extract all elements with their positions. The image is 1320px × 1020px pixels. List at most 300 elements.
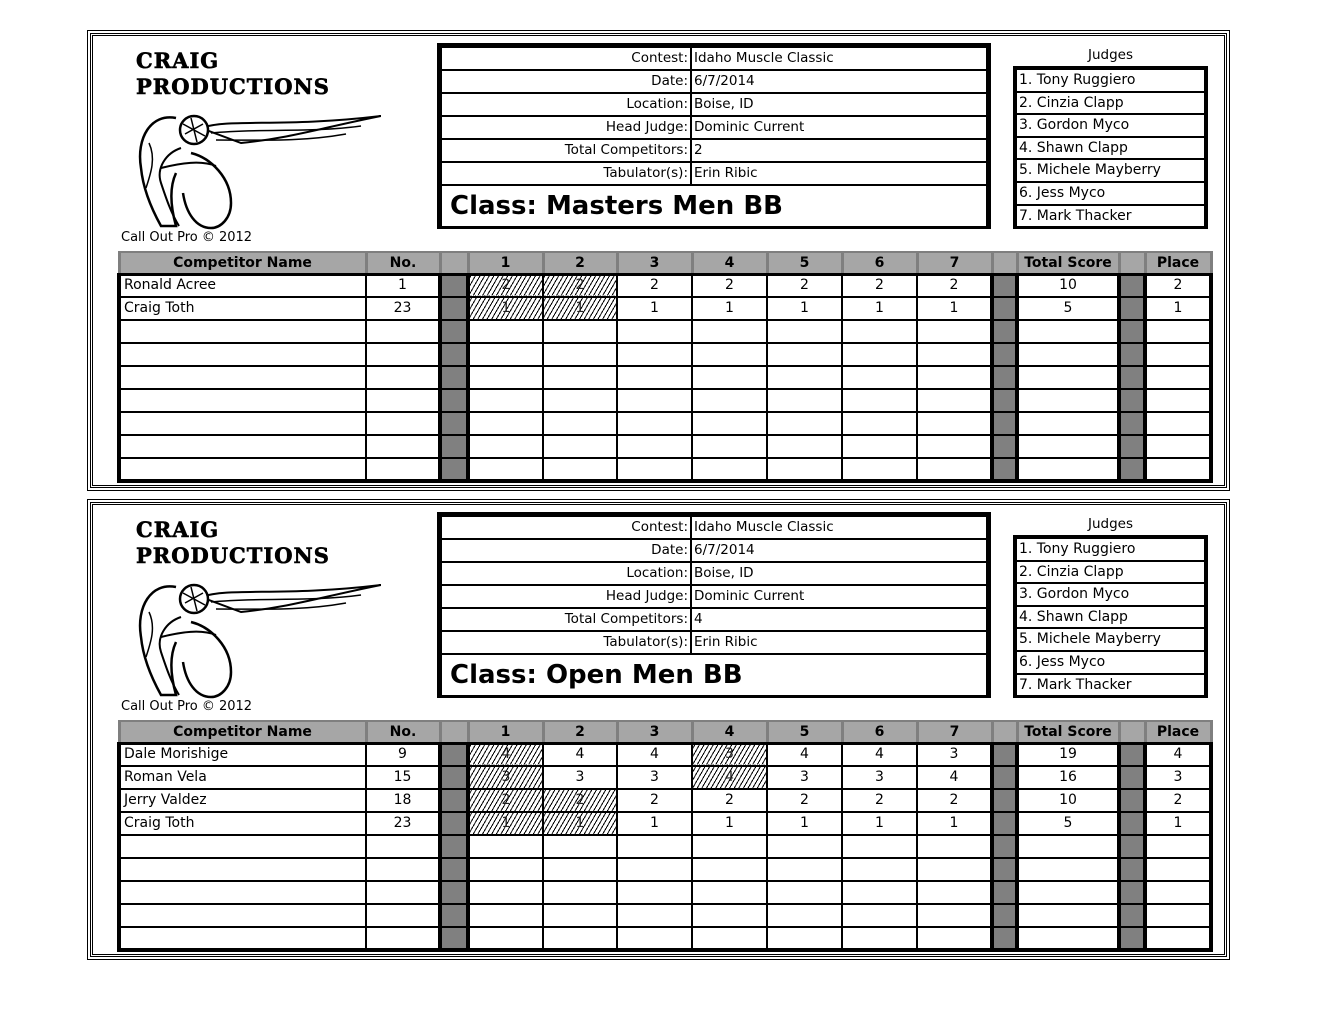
competitor-name-cell	[119, 343, 366, 366]
header-spacer	[440, 252, 468, 274]
judge-2-score-cell	[543, 458, 617, 481]
score-table-header	[119, 252, 1211, 274]
spacer-cell	[1119, 458, 1145, 481]
spacer-cell	[992, 835, 1017, 858]
judge-6-score-cell-text: 1	[875, 300, 884, 316]
judge-6-score-cell	[842, 904, 917, 927]
judge-7-score-cell	[917, 904, 992, 927]
score-table-header	[119, 721, 1211, 743]
place-cell	[1145, 297, 1211, 320]
contest-row	[442, 517, 986, 538]
judge-1-score-cell	[468, 881, 543, 904]
judge-6-score-cell	[842, 881, 917, 904]
class-title: Class: Masters Men BB	[442, 186, 986, 226]
judge-4-score-cell	[692, 366, 767, 389]
judge-7-score-cell	[917, 458, 992, 481]
spacer-cell	[1119, 835, 1145, 858]
judge-item: 6. Jess Myco	[1017, 183, 1204, 204]
header-judge-5: 5	[767, 252, 842, 274]
place-cell	[1145, 458, 1211, 481]
date-label: Date:	[442, 71, 690, 92]
spacer-cell	[992, 320, 1017, 343]
judge-7-score-cell	[917, 881, 992, 904]
location-value: Boise, ID	[692, 94, 986, 115]
tabulator-value: Erin Ribic	[692, 163, 986, 184]
competitor-name-cell	[119, 904, 366, 927]
header-spacer	[992, 721, 1017, 743]
judge-1-score-cell-text: 3	[501, 769, 511, 785]
judge-3-score-cell	[617, 435, 692, 458]
head-judge-label: Head Judge:	[442, 586, 690, 607]
total-score-cell	[1017, 343, 1119, 366]
judge-7-score-cell-text: 2	[949, 277, 959, 294]
total-score-cell	[1017, 881, 1119, 904]
spacer-cell	[440, 412, 468, 435]
competitor-number-cell	[366, 435, 440, 458]
header-total-score: Total Score	[1017, 721, 1119, 743]
competitor-name-cell	[119, 835, 366, 858]
place-cell-text: 2	[1173, 277, 1183, 294]
judge-2-score-cell	[543, 389, 617, 412]
judge-6-score-cell	[842, 458, 917, 481]
spacer-cell	[440, 320, 468, 343]
competitor-name-cell	[119, 458, 366, 481]
empty-row	[119, 320, 1211, 343]
spacer-cell	[1119, 412, 1145, 435]
place-cell	[1145, 743, 1211, 766]
total-score-cell-text: 16	[1059, 769, 1077, 785]
judge-3-score-cell	[617, 812, 692, 835]
header-number: No.	[366, 721, 440, 743]
bodybuilder-figure-icon	[121, 567, 381, 702]
judge-5-score-cell	[767, 297, 842, 320]
competitor-number-cell	[366, 320, 440, 343]
competitor-name-cell	[119, 366, 366, 389]
judge-5-score-cell-text: 4	[800, 746, 809, 763]
header-judge-3: 3	[617, 721, 692, 743]
judge-2-score-cell	[543, 881, 617, 904]
spacer-cell	[440, 343, 468, 366]
spacer-cell	[440, 274, 468, 297]
judge-7-score-cell-text: 3	[949, 746, 959, 763]
location-value: Boise, ID	[692, 563, 986, 584]
scoresheet-panel	[87, 499, 1230, 960]
header-judge-4: 4	[692, 721, 767, 743]
competitor-row	[119, 789, 1211, 812]
total-score-cell	[1017, 412, 1119, 435]
competitor-name-cell	[119, 881, 366, 904]
place-cell	[1145, 435, 1211, 458]
bodybuilder-figure-icon	[121, 98, 381, 233]
spacer-cell	[1119, 274, 1145, 297]
judge-6-score-cell	[842, 435, 917, 458]
judge-7-score-cell	[917, 320, 992, 343]
copyright-text: Call Out Pro © 2012	[121, 230, 253, 245]
header-judge-1: 1	[468, 721, 543, 743]
judge-5-score-cell	[767, 927, 842, 950]
head-judge-label: Head Judge:	[442, 117, 690, 138]
judge-4-score-cell	[692, 812, 767, 835]
judge-1-score-cell	[468, 320, 543, 343]
competitor-number-cell-text: 18	[393, 792, 412, 808]
place-cell	[1145, 835, 1211, 858]
empty-row	[119, 881, 1211, 904]
date-row	[442, 71, 986, 92]
judge-2-score-cell	[543, 297, 617, 320]
spacer-cell	[1119, 812, 1145, 835]
total-score-cell	[1017, 789, 1119, 812]
spacer-cell	[1119, 435, 1145, 458]
judge-6-score-cell	[842, 789, 917, 812]
judge-2-score-cell-text: 2	[575, 277, 585, 294]
competitor-number-cell-text: 1	[398, 277, 407, 294]
competitor-row	[119, 297, 1211, 320]
craig-productions-logo	[136, 517, 386, 707]
judge-1-score-cell	[468, 274, 543, 297]
spacer-cell	[1119, 343, 1145, 366]
judge-1-score-cell	[468, 743, 543, 766]
judge-item: 3. Gordon Myco	[1017, 115, 1204, 136]
judge-3-score-cell	[617, 904, 692, 927]
judge-7-score-cell-text: 1	[949, 815, 959, 831]
judge-6-score-cell-text: 3	[875, 769, 884, 785]
header-place: Place	[1145, 721, 1211, 743]
judge-item: 3. Gordon Myco	[1017, 584, 1204, 605]
judge-1-score-cell	[468, 435, 543, 458]
location-label: Location:	[442, 94, 690, 115]
judge-1-score-cell-text: 4	[501, 746, 511, 763]
judge-5-score-cell	[767, 789, 842, 812]
spacer-cell	[440, 927, 468, 950]
spacer-cell	[440, 366, 468, 389]
judges-title: Judges	[1087, 47, 1133, 63]
place-cell	[1145, 927, 1211, 950]
competitor-name-cell-text: Roman Vela	[124, 769, 207, 785]
competitor-number-cell	[366, 389, 440, 412]
judge-item: 5. Michele Mayberry	[1017, 160, 1204, 181]
judge-5-score-cell	[767, 320, 842, 343]
judge-6-score-cell	[842, 320, 917, 343]
spacer-cell	[1119, 881, 1145, 904]
total-score-cell	[1017, 812, 1119, 835]
judge-2-score-cell	[543, 320, 617, 343]
judge-5-score-cell	[767, 812, 842, 835]
spacer-cell	[992, 458, 1017, 481]
header-judge-6: 6	[842, 252, 917, 274]
judge-item: 1. Tony Ruggiero	[1017, 70, 1204, 91]
judge-3-score-cell	[617, 366, 692, 389]
tabulator-value: Erin Ribic	[692, 632, 986, 653]
total-score-cell-text: 10	[1059, 277, 1077, 294]
judge-item: 5. Michele Mayberry	[1017, 629, 1204, 650]
judge-4-score-cell	[692, 743, 767, 766]
date-value: 6/7/2014	[692, 540, 986, 561]
place-cell-text: 1	[1173, 815, 1183, 831]
total-competitors-row	[442, 140, 986, 161]
competitor-name-cell-text: Ronald Acree	[124, 277, 217, 294]
spacer-cell	[440, 458, 468, 481]
judge-1-score-cell	[468, 766, 543, 789]
header-judge-5: 5	[767, 721, 842, 743]
spacer-cell	[440, 766, 468, 789]
judge-1-score-cell	[468, 297, 543, 320]
judge-4-score-cell	[692, 389, 767, 412]
competitor-number-cell	[366, 812, 440, 835]
judge-5-score-cell	[767, 412, 842, 435]
judge-2-score-cell-text: 3	[575, 769, 585, 785]
judge-4-score-cell-text: 2	[725, 277, 734, 294]
judge-1-score-cell	[468, 812, 543, 835]
judge-1-score-cell	[468, 343, 543, 366]
judge-7-score-cell	[917, 789, 992, 812]
competitor-number-cell-text: 23	[393, 300, 412, 316]
judge-3-score-cell-text: 1	[650, 300, 659, 316]
judge-7-score-cell	[917, 343, 992, 366]
judge-4-score-cell	[692, 789, 767, 812]
head-judge-row	[442, 586, 986, 607]
judge-6-score-cell	[842, 274, 917, 297]
judge-4-score-cell-text: 4	[725, 769, 734, 785]
empty-row	[119, 858, 1211, 881]
score-table	[117, 720, 1213, 952]
spacer-cell	[440, 789, 468, 812]
contest-info-box	[437, 512, 991, 698]
logo-line1: CRAIG	[136, 517, 220, 542]
judge-2-score-cell	[543, 904, 617, 927]
judge-3-score-cell-text: 2	[650, 792, 659, 808]
place-cell-text: 1	[1173, 300, 1183, 316]
judge-item: 6. Jess Myco	[1017, 652, 1204, 673]
empty-row	[119, 435, 1211, 458]
judge-1-score-cell	[468, 366, 543, 389]
judge-2-score-cell	[543, 743, 617, 766]
contest-info-box	[437, 43, 991, 229]
judge-6-score-cell-text: 2	[875, 277, 884, 294]
total-competitors-row	[442, 609, 986, 630]
competitor-name-cell	[119, 858, 366, 881]
judge-1-score-cell-text: 2	[501, 792, 511, 808]
judge-4-score-cell-text: 1	[725, 300, 734, 316]
empty-row	[119, 412, 1211, 435]
judge-5-score-cell	[767, 389, 842, 412]
judge-5-score-cell	[767, 274, 842, 297]
judge-3-score-cell	[617, 320, 692, 343]
judge-5-score-cell-text: 1	[800, 815, 809, 831]
judge-6-score-cell	[842, 343, 917, 366]
judge-3-score-cell	[617, 389, 692, 412]
judge-4-score-cell	[692, 297, 767, 320]
judge-6-score-cell	[842, 743, 917, 766]
judges-list	[1013, 66, 1208, 229]
place-cell	[1145, 766, 1211, 789]
judge-6-score-cell	[842, 389, 917, 412]
judge-6-score-cell	[842, 812, 917, 835]
judge-1-score-cell	[468, 458, 543, 481]
header-judge-7: 7	[917, 252, 992, 274]
spacer-cell	[992, 389, 1017, 412]
judges-list	[1013, 535, 1208, 698]
contest-label: Contest:	[442, 517, 690, 538]
tabulator-label: Tabulator(s):	[442, 163, 690, 184]
location-label: Location:	[442, 563, 690, 584]
competitor-number-cell-text: 15	[393, 769, 412, 785]
judge-3-score-cell	[617, 458, 692, 481]
competitor-number-cell	[366, 743, 440, 766]
judge-5-score-cell	[767, 435, 842, 458]
date-label: Date:	[442, 540, 690, 561]
date-row	[442, 540, 986, 561]
judge-3-score-cell	[617, 789, 692, 812]
competitor-number-cell	[366, 858, 440, 881]
total-score-cell-text: 5	[1063, 300, 1073, 316]
competitor-name-cell-text: Jerry Valdez	[124, 792, 207, 808]
header-judge-2: 2	[543, 252, 617, 274]
total-score-cell	[1017, 858, 1119, 881]
logo-line1: CRAIG	[136, 48, 220, 73]
judge-7-score-cell-text: 2	[949, 792, 959, 808]
judge-7-score-cell	[917, 743, 992, 766]
place-cell-text: 2	[1173, 792, 1183, 808]
header-spacer	[1119, 721, 1145, 743]
judge-4-score-cell	[692, 835, 767, 858]
empty-row	[119, 343, 1211, 366]
total-score-cell	[1017, 835, 1119, 858]
spacer-cell	[992, 435, 1017, 458]
spacer-cell	[992, 858, 1017, 881]
spacer-cell	[1119, 743, 1145, 766]
competitor-row	[119, 274, 1211, 297]
header-place: Place	[1145, 252, 1211, 274]
competitor-number-cell	[366, 274, 440, 297]
judge-2-score-cell	[543, 412, 617, 435]
place-cell	[1145, 412, 1211, 435]
judge-5-score-cell	[767, 835, 842, 858]
judge-3-score-cell	[617, 881, 692, 904]
total-score-cell	[1017, 297, 1119, 320]
judge-5-score-cell-text: 2	[800, 277, 809, 294]
contest-value: Idaho Muscle Classic	[692, 48, 986, 69]
judge-2-score-cell	[543, 789, 617, 812]
total-score-cell	[1017, 743, 1119, 766]
head-judge-value: Dominic Current	[692, 586, 986, 607]
competitor-row	[119, 766, 1211, 789]
spacer-cell	[992, 904, 1017, 927]
spacer-cell	[992, 343, 1017, 366]
judge-2-score-cell	[543, 766, 617, 789]
judge-7-score-cell	[917, 274, 992, 297]
judge-7-score-cell	[917, 835, 992, 858]
judge-6-score-cell	[842, 412, 917, 435]
total-competitors-value: 4	[692, 609, 986, 630]
judge-1-score-cell	[468, 389, 543, 412]
competitor-name-cell	[119, 789, 366, 812]
competitor-number-cell	[366, 835, 440, 858]
competitor-number-cell-text: 23	[393, 815, 412, 831]
competitor-number-cell	[366, 366, 440, 389]
judge-2-score-cell-text: 4	[575, 746, 585, 763]
judge-2-score-cell	[543, 274, 617, 297]
place-cell	[1145, 904, 1211, 927]
header-judge-7: 7	[917, 721, 992, 743]
judge-7-score-cell	[917, 412, 992, 435]
judge-4-score-cell	[692, 458, 767, 481]
judge-5-score-cell	[767, 343, 842, 366]
judge-2-score-cell	[543, 927, 617, 950]
place-cell	[1145, 881, 1211, 904]
place-cell	[1145, 789, 1211, 812]
judge-1-score-cell	[468, 927, 543, 950]
contest-row	[442, 48, 986, 69]
judge-3-score-cell	[617, 297, 692, 320]
total-score-cell	[1017, 320, 1119, 343]
judge-7-score-cell	[917, 297, 992, 320]
judge-4-score-cell-text: 3	[725, 746, 734, 763]
spacer-cell	[1119, 366, 1145, 389]
judge-3-score-cell	[617, 743, 692, 766]
judge-4-score-cell	[692, 927, 767, 950]
header-judge-2: 2	[543, 721, 617, 743]
total-score-cell	[1017, 274, 1119, 297]
spacer-cell	[440, 812, 468, 835]
header-spacer	[992, 252, 1017, 274]
spacer-cell	[1119, 858, 1145, 881]
tabulator-row	[442, 163, 986, 184]
judge-7-score-cell	[917, 366, 992, 389]
spacer-cell	[1119, 320, 1145, 343]
place-cell	[1145, 343, 1211, 366]
judge-3-score-cell	[617, 766, 692, 789]
judge-3-score-cell	[617, 858, 692, 881]
judge-item: 7. Mark Thacker	[1017, 206, 1204, 227]
total-competitors-value: 2	[692, 140, 986, 161]
judge-5-score-cell	[767, 743, 842, 766]
judge-3-score-cell	[617, 927, 692, 950]
judge-7-score-cell	[917, 927, 992, 950]
competitor-name-cell	[119, 766, 366, 789]
competitor-name-cell	[119, 274, 366, 297]
judge-item: 7. Mark Thacker	[1017, 675, 1204, 696]
judge-4-score-cell	[692, 274, 767, 297]
competitor-row	[119, 743, 1211, 766]
judge-7-score-cell-text: 1	[949, 300, 959, 316]
judge-4-score-cell	[692, 904, 767, 927]
header-judge-1: 1	[468, 252, 543, 274]
judge-2-score-cell	[543, 435, 617, 458]
competitor-number-cell	[366, 458, 440, 481]
spacer-cell	[992, 743, 1017, 766]
place-cell	[1145, 858, 1211, 881]
total-score-cell	[1017, 904, 1119, 927]
total-score-cell-text: 10	[1059, 792, 1077, 808]
header-judge-4: 4	[692, 252, 767, 274]
competitor-name-cell-text: Craig Toth	[124, 815, 195, 831]
empty-row	[119, 835, 1211, 858]
date-value: 6/7/2014	[692, 71, 986, 92]
spacer-cell	[440, 389, 468, 412]
judge-6-score-cell-text: 2	[875, 792, 884, 808]
judge-4-score-cell	[692, 343, 767, 366]
header-total-score: Total Score	[1017, 252, 1119, 274]
judge-6-score-cell	[842, 927, 917, 950]
spacer-cell	[1119, 297, 1145, 320]
header-spacer	[440, 721, 468, 743]
judge-5-score-cell	[767, 766, 842, 789]
judge-1-score-cell-text: 1	[501, 300, 511, 316]
location-row	[442, 94, 986, 115]
score-table	[117, 251, 1213, 483]
spacer-cell	[440, 297, 468, 320]
total-score-cell	[1017, 435, 1119, 458]
